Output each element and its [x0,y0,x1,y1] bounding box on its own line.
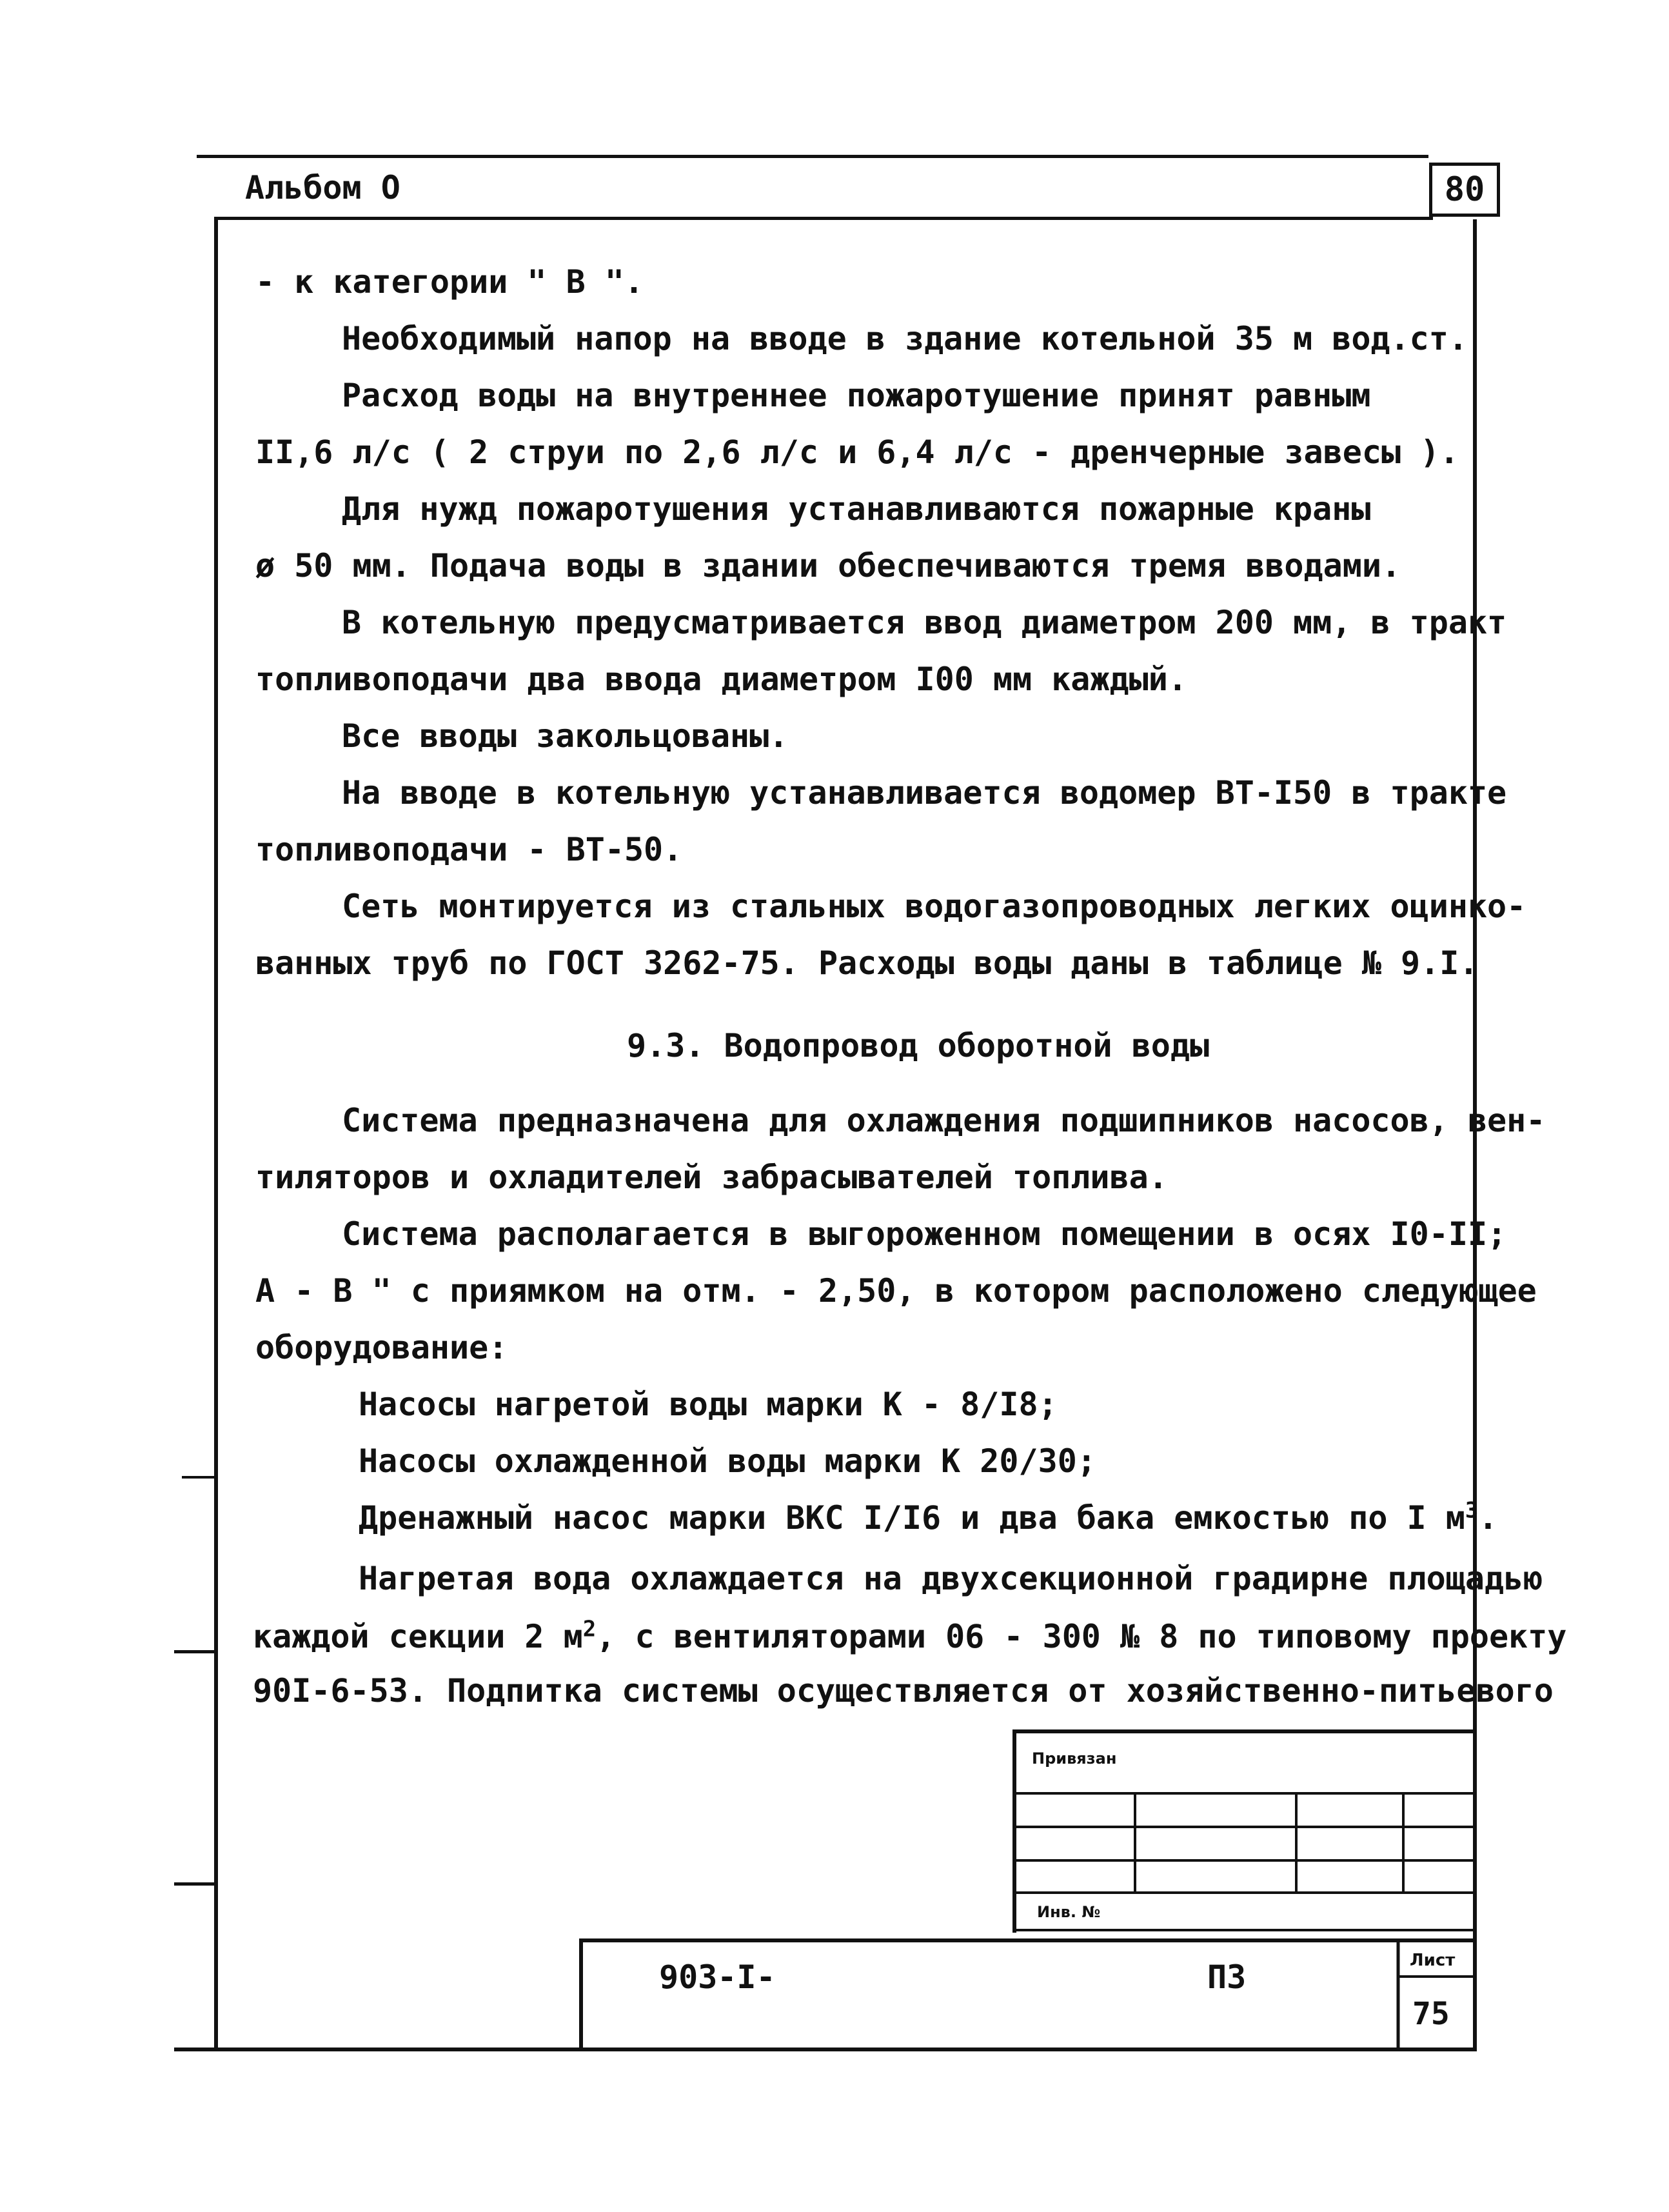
section-heading: 9.3. Водопровод оборотной воды [627,1027,1210,1064]
body-line: Нагретая вода охлаждается на двухсекционной градирне площадью [359,1560,1543,1597]
body-line: Расход воды на внутреннее пожаротушение принят равным [342,377,1371,414]
sentence-end: . [1478,1499,1498,1537]
equipment-item: Насосы охлажденной воды марки К 20/30; [359,1442,1096,1480]
body-line-part: , с вентиляторами 06 - 300 № 8 по типовому проекту [596,1618,1567,1655]
body-line: На вводе в котельную устанавливается водомер ВТ-I50 в тракте [342,774,1507,812]
corner-page-number-text: 80 [1444,170,1485,209]
body-line: Система предназначена для охлаждения подшипников насосов, вен- [342,1102,1546,1139]
body-line: - к категории " В ". [255,263,644,301]
stamp-applied-label: Привязан [1032,1749,1117,1768]
body-line: А - В " с приямком на отм. - 2,50, в котором расположено следующее [255,1272,1537,1310]
stamp-doc-code: 903-I- [659,1958,776,1996]
body-line: 90I-6-53. Подпитка системы осуществляется от хозяйственно-питьевого [253,1672,1554,1709]
stamp-doc-section: ПЗ [1207,1958,1247,1996]
stamp-inv-label: Инв. № [1037,1903,1101,1921]
body-line: Необходимый напор на вводе в здание котельной 35 м вод.ст. [342,320,1468,357]
body-line: ванных труб по ГОСТ 3262-75. Расходы воды даны в таблице № 9.I. [255,944,1479,982]
body-line: топливоподачи два ввода диаметром I00 мм каждый. [255,661,1187,698]
body-line: ø 50 мм. Подача воды в здании обеспечиваются тремя вводами. [255,547,1401,584]
equipment-item: Насосы нагретой воды марки К - 8/I8; [359,1386,1058,1423]
body-line: оборудование: [255,1329,508,1366]
body-line: Сеть монтируется из стальных водогазопроводных легких оцинко- [342,888,1526,925]
body-line: Все вводы закольцованы. [342,717,789,755]
body-line: тиляторов и охладителей забрасывателей топлива. [255,1159,1168,1196]
body-line: В котельную предусматривается ввод диаметром 200 мм, в тракт [342,604,1507,641]
superscript: 3 [1465,1497,1479,1524]
body-line: Для нужд пожаротушения устанавливаются пожарные краны [342,490,1371,528]
stamp-sheet-number: 75 [1412,1996,1450,2032]
stamp-sheet-label: Лист [1410,1951,1456,1970]
body-line: II,6 л/с ( 2 струи по 2,6 л/с и 6,4 л/с - дренчерные завесы ). [255,433,1459,471]
body-line-part: каждой секции 2 м [253,1618,583,1655]
body-line: Система располагается в выгороженном помещении в осях I0-II; [342,1215,1507,1253]
equipment-item-text: Дренажный насос марки ВКС I/I6 и два бака емкостью по I м [359,1499,1465,1537]
body-line: топливоподачи - ВТ-50. [255,831,683,868]
album-title: Альбом О [245,169,400,206]
superscript: 2 [582,1616,597,1642]
